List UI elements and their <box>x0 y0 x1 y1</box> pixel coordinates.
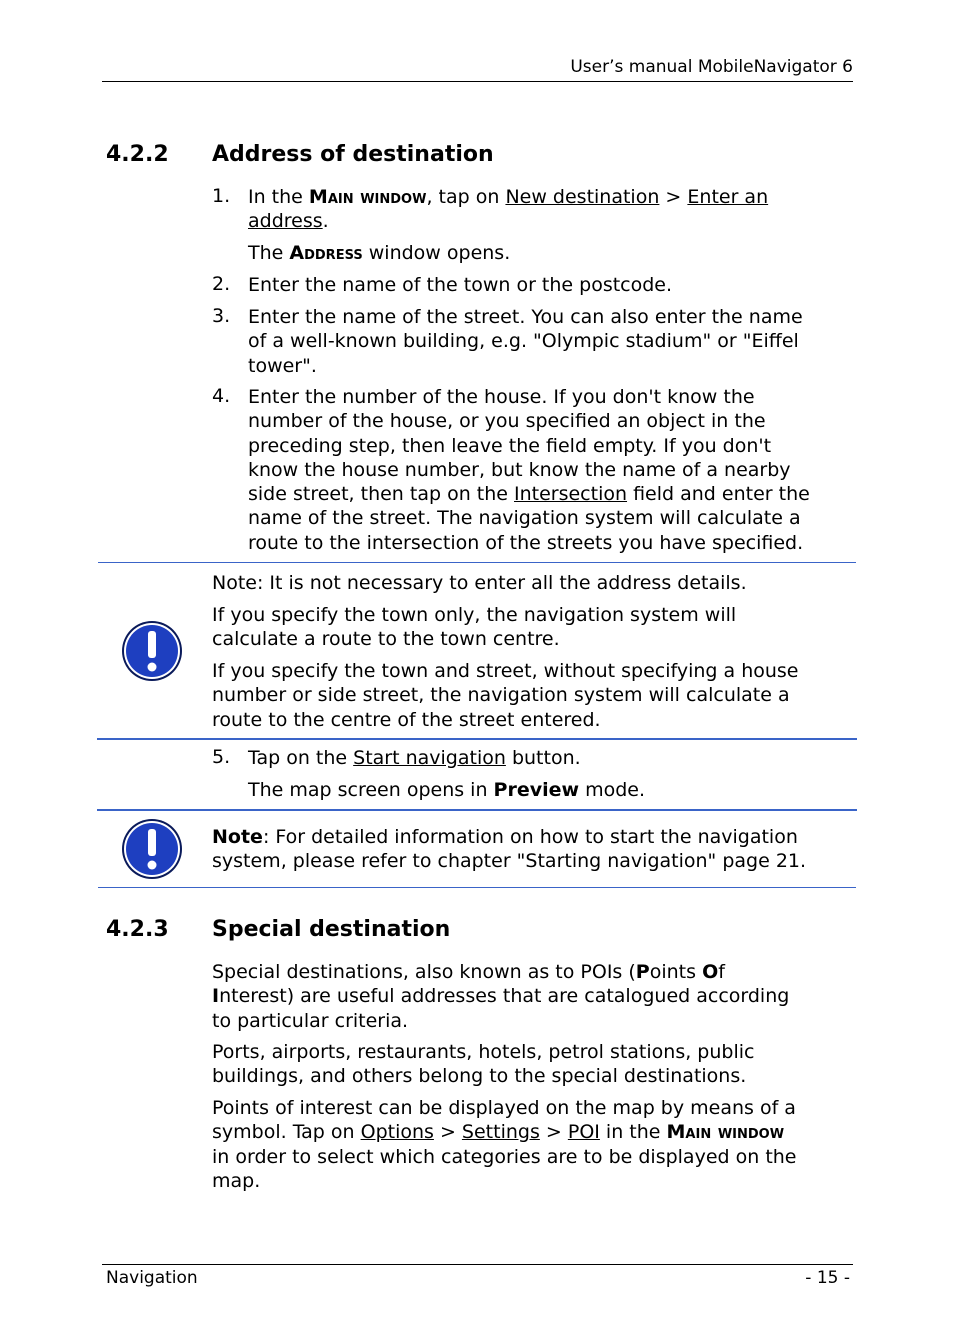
new-destination-link[interactable]: New destination <box>505 186 660 208</box>
note-text: Note: It is not necessary to enter all the address details. <box>212 572 747 594</box>
step-1-text: In the Main window, tap on New destination > Enter an address. <box>248 186 769 233</box>
note-text: If you specify the town and street, without specifying a house number or side street, the navigation system will calculate a route to the centre of the street entered. <box>212 660 799 731</box>
step-5-text: Tap on the Start navigation button. <box>248 747 581 769</box>
enter-address-link-cont[interactable]: address <box>248 210 323 233</box>
options-link[interactable]: Options <box>360 1121 434 1144</box>
start-navigation-link[interactable]: Start navigation <box>353 747 506 769</box>
section-number: 4.2.3 <box>106 917 169 942</box>
step-5-result: The map screen opens in Preview mode. <box>248 779 646 801</box>
note-divider <box>97 738 857 740</box>
step-3-text: Enter the name of the street. You can also enter the name of a well-known building, e.g. "Olympic stadium" or "Eiffel tower". <box>248 306 803 377</box>
step-2-text: Enter the name of the town or the postcode. <box>248 274 673 296</box>
step-1-result: The Address window opens. <box>248 242 511 264</box>
note-text: Note: For detailed information on how to start the navigation system, please refer to chapter "Starting navigation" page 21. <box>212 826 807 873</box>
note-divider <box>98 887 856 888</box>
section-title: Special destination <box>212 917 451 942</box>
footer-chapter: Navigation <box>106 1268 198 1288</box>
exclamation-icon <box>120 817 184 881</box>
body-paragraph: Points of interest can be displayed on the map by means of a symbol. Tap on Options > Settings > POI in the Main window in order to select which categories are to be displayed on the map. <box>212 1097 797 1192</box>
settings-link[interactable]: Settings <box>461 1121 540 1144</box>
section-number: 4.2.2 <box>106 142 169 167</box>
note-divider <box>98 562 856 563</box>
step-4-text: Enter the number of the house. If you don't know the number of the house, or you specified an object in the preceding step, then leave the field empty. If you don't know the house number, but know the name of a nearby side street, then tap on the Intersection field and enter the name of the street. The navigation system will calculate a route to the intersection of the streets you have specified. <box>248 386 810 554</box>
section-title: Address of destination <box>212 142 494 167</box>
header-rule <box>102 81 853 82</box>
page-number: - 15 - <box>805 1268 850 1288</box>
body-paragraph: Ports, airports, restaurants, hotels, petrol stations, public buildings, and others belong to the special destinations. <box>212 1041 755 1088</box>
step-number: 3. <box>212 305 231 327</box>
intersection-link[interactable]: Intersection <box>514 483 628 506</box>
step-number: 4. <box>212 385 231 407</box>
note-divider <box>97 809 857 811</box>
step-number: 2. <box>212 273 231 295</box>
note-text: If you specify the town only, the navigation system will calculate a route to the town centre. <box>212 604 737 651</box>
footer-rule <box>102 1264 853 1265</box>
body-paragraph: Special destinations, also known as to POIs (Points Of Interest) are useful addresses that are catalogued according to particular criteria. <box>212 961 790 1032</box>
enter-address-link[interactable]: Enter an <box>687 186 769 208</box>
step-number: 5. <box>212 746 231 768</box>
exclamation-icon <box>120 619 184 683</box>
step-number: 1. <box>212 185 231 207</box>
running-header: User’s manual MobileNavigator 6 <box>570 57 853 77</box>
poi-link[interactable]: POI <box>567 1121 600 1144</box>
